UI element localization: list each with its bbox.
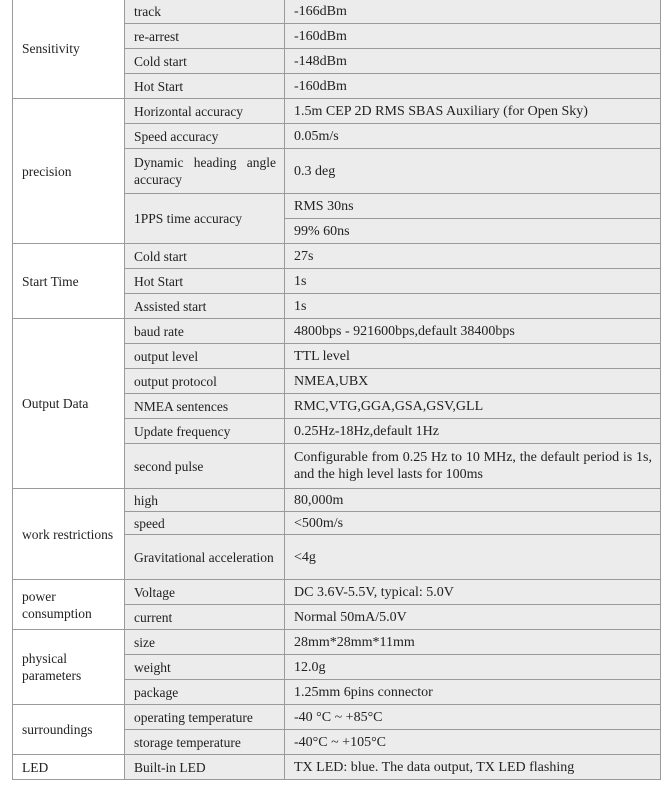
value-cell: 99% 60ns [285,219,661,244]
table-row [13,630,661,655]
param-cell: speed [125,512,285,535]
group-label-start-time: Start Time [13,244,125,319]
param-cell: Hot Start [125,74,285,99]
param-cell: Dynamic heading angle accuracy [125,149,285,194]
param-cell: NMEA sentences [125,394,285,419]
group-label-led: LED [13,755,125,780]
param-cell: storage temperature [125,730,285,755]
param-cell: output protocol [125,369,285,394]
param-cell: weight [125,655,285,680]
table-row [13,705,661,730]
param-cell: Built-in LED [125,755,285,780]
value-cell: 1.25mm 6pins connector [285,680,661,705]
param-cell: Voltage [125,580,285,605]
table-row [13,0,661,24]
param-cell: Cold start [125,244,285,269]
param-cell: track [125,0,285,24]
param-cell: operating temperature [125,705,285,730]
group-label-sensitivity: Sensitivity [13,0,125,99]
value-cell: <4g [285,535,661,580]
param-cell: output level [125,344,285,369]
value-cell: -160dBm [285,24,661,49]
value-cell: <500m/s [285,512,661,535]
param-cell: Gravitational acceleration [125,535,285,580]
param-cell: Hot Start [125,269,285,294]
group-label-surroundings: surroundings [13,705,125,755]
param-cell: 1PPS time accuracy [125,194,285,244]
value-cell: TX LED: blue. The data output, TX LED flashing [285,755,661,780]
group-label-physical-parameters: physical parameters [13,630,125,705]
value-cell: 1s [285,269,661,294]
value-cell: Configurable from 0.25 Hz to 10 MHz, the default period is 1s, and the high level lasts for 100ms [285,444,661,489]
value-cell: -40 °C ~ +85°C [285,705,661,730]
value-cell: 4800bps - 921600bps,default 38400bps [285,319,661,344]
group-label-power-consumption: power consumption [13,580,125,630]
value-cell: RMC,VTG,GGA,GSA,GSV,GLL [285,394,661,419]
value-cell: 1.5m CEP 2D RMS SBAS Auxiliary (for Open Sky) [285,99,661,124]
param-cell: re-arrest [125,24,285,49]
value-cell: 12.0g [285,655,661,680]
value-cell: Normal 50mA/5.0V [285,605,661,630]
value-cell: -160dBm [285,74,661,99]
table-row [13,244,661,269]
param-cell: Update frequency [125,419,285,444]
spec-table [12,0,661,780]
param-cell: baud rate [125,319,285,344]
param-cell: current [125,605,285,630]
table-row [13,755,661,780]
table-row [13,99,661,124]
value-cell: -40°C ~ +105°C [285,730,661,755]
param-cell: size [125,630,285,655]
value-cell: 27s [285,244,661,269]
value-cell: TTL level [285,344,661,369]
value-cell: NMEA,UBX [285,369,661,394]
value-cell: RMS 30ns [285,194,661,219]
table-row [13,319,661,344]
table-row [13,580,661,605]
param-cell: Horizontal accuracy [125,99,285,124]
value-cell: 0.3 deg [285,149,661,194]
group-label-work-restrictions: work restrictions [13,489,125,580]
value-cell: 80,000m [285,489,661,512]
param-cell: package [125,680,285,705]
value-cell: 28mm*28mm*11mm [285,630,661,655]
group-label-precision: precision [13,99,125,244]
param-cell: second pulse [125,444,285,489]
value-cell: -148dBm [285,49,661,74]
param-cell: Assisted start [125,294,285,319]
table-row [13,489,661,512]
group-label-output-data: Output Data [13,319,125,489]
value-cell: -166dBm [285,0,661,24]
param-cell: Cold start [125,49,285,74]
value-cell: 0.25Hz-18Hz,default 1Hz [285,419,661,444]
param-cell: Speed accuracy [125,124,285,149]
value-cell: 1s [285,294,661,319]
param-cell: high [125,489,285,512]
value-cell: DC 3.6V-5.5V, typical: 5.0V [285,580,661,605]
value-cell: 0.05m/s [285,124,661,149]
